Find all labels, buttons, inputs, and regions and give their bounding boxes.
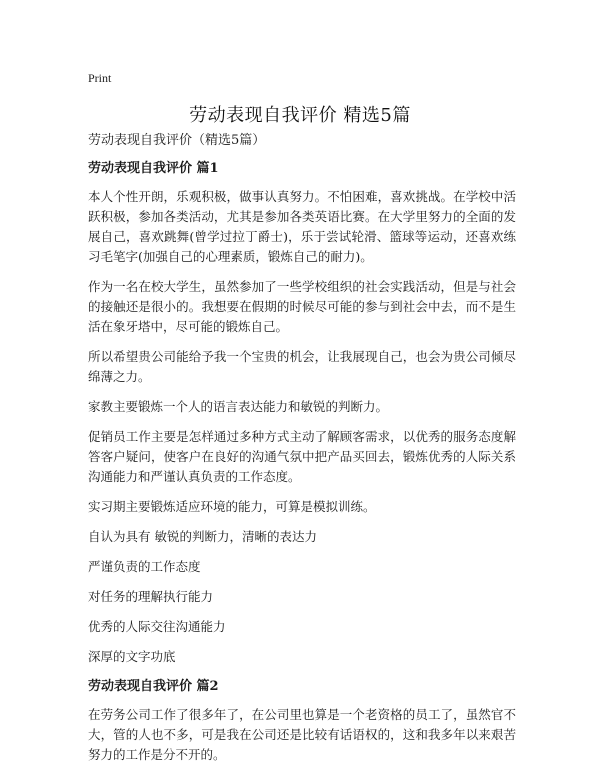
paragraph: 作为一名在校大学生，虽然参加了一些学校组织的社会实践活动，但是与社会的接触还是很小的。我想要在假期的时候尽可能的参与到社会中去，而不是生活在象牙塔中，尽可能的锻炼自己。 [88, 279, 516, 334]
list-item: 严谨负责的工作态度 [88, 559, 201, 574]
section-heading-1: 劳动表现自我评价 篇1 [88, 161, 219, 176]
paragraph: 所以希望贵公司能给予我一个宝贵的机会，让我展现自己，也会为贵公司倾尽绵薄之力。 [88, 349, 516, 384]
paragraph: 在劳务公司工作了很多年了，在公司里也算是一个老资格的员工了，虽然官不大，管的人也不多，可是我在公司还是比较有话语权的，这和我多年以来艰苦努力的工作是分不开的。 [88, 707, 516, 762]
document-body [88, 131, 516, 775]
print-label: Print [88, 71, 112, 85]
paragraph: 实习期主要锻炼适应环境的能力，可算是模拟训练。 [88, 499, 376, 514]
paragraph: 本人个性开朗，乐观积极，做事认真努力。不怕困难，喜欢挑战。在学校中活跃积极，参加各类活动，尤其是参加各类英语比赛。在大学里努力的全面的发展自己，喜欢跳舞(曾学过拉丁爵士)，乐于尝试轮滑、篮球等运动，还喜欢练习毛笔字(加强自己的心理素质，锻炼自己的耐力)。 [88, 189, 516, 264]
paragraph: 家教主要锻炼一个人的语言表达能力和敏锐的判断力。 [88, 399, 389, 414]
document-subtitle: 劳动表现自我评价（精选5篇） [88, 133, 266, 148]
section-heading-2: 劳动表现自我评价 篇2 [88, 679, 219, 694]
paragraph: 促销员工作主要是怎样通过多种方式主动了解顾客需求，以优秀的服务态度解答客户疑问，使客户在良好的沟通气氛中把产品买回去，锻炼优秀的人际关系沟通能力和严谨认真负责的工作态度。 [88, 429, 516, 484]
list-item: 深厚的文字功底 [88, 649, 176, 664]
list-item: 对任务的理解执行能力 [88, 589, 214, 604]
list-item: 优秀的人际交往沟通能力 [88, 619, 226, 634]
list-item: 自认为具有 敏锐的判断力，清晰的表达力 [88, 529, 317, 544]
document-title: 劳动表现自我评价 精选5篇 [189, 105, 411, 126]
